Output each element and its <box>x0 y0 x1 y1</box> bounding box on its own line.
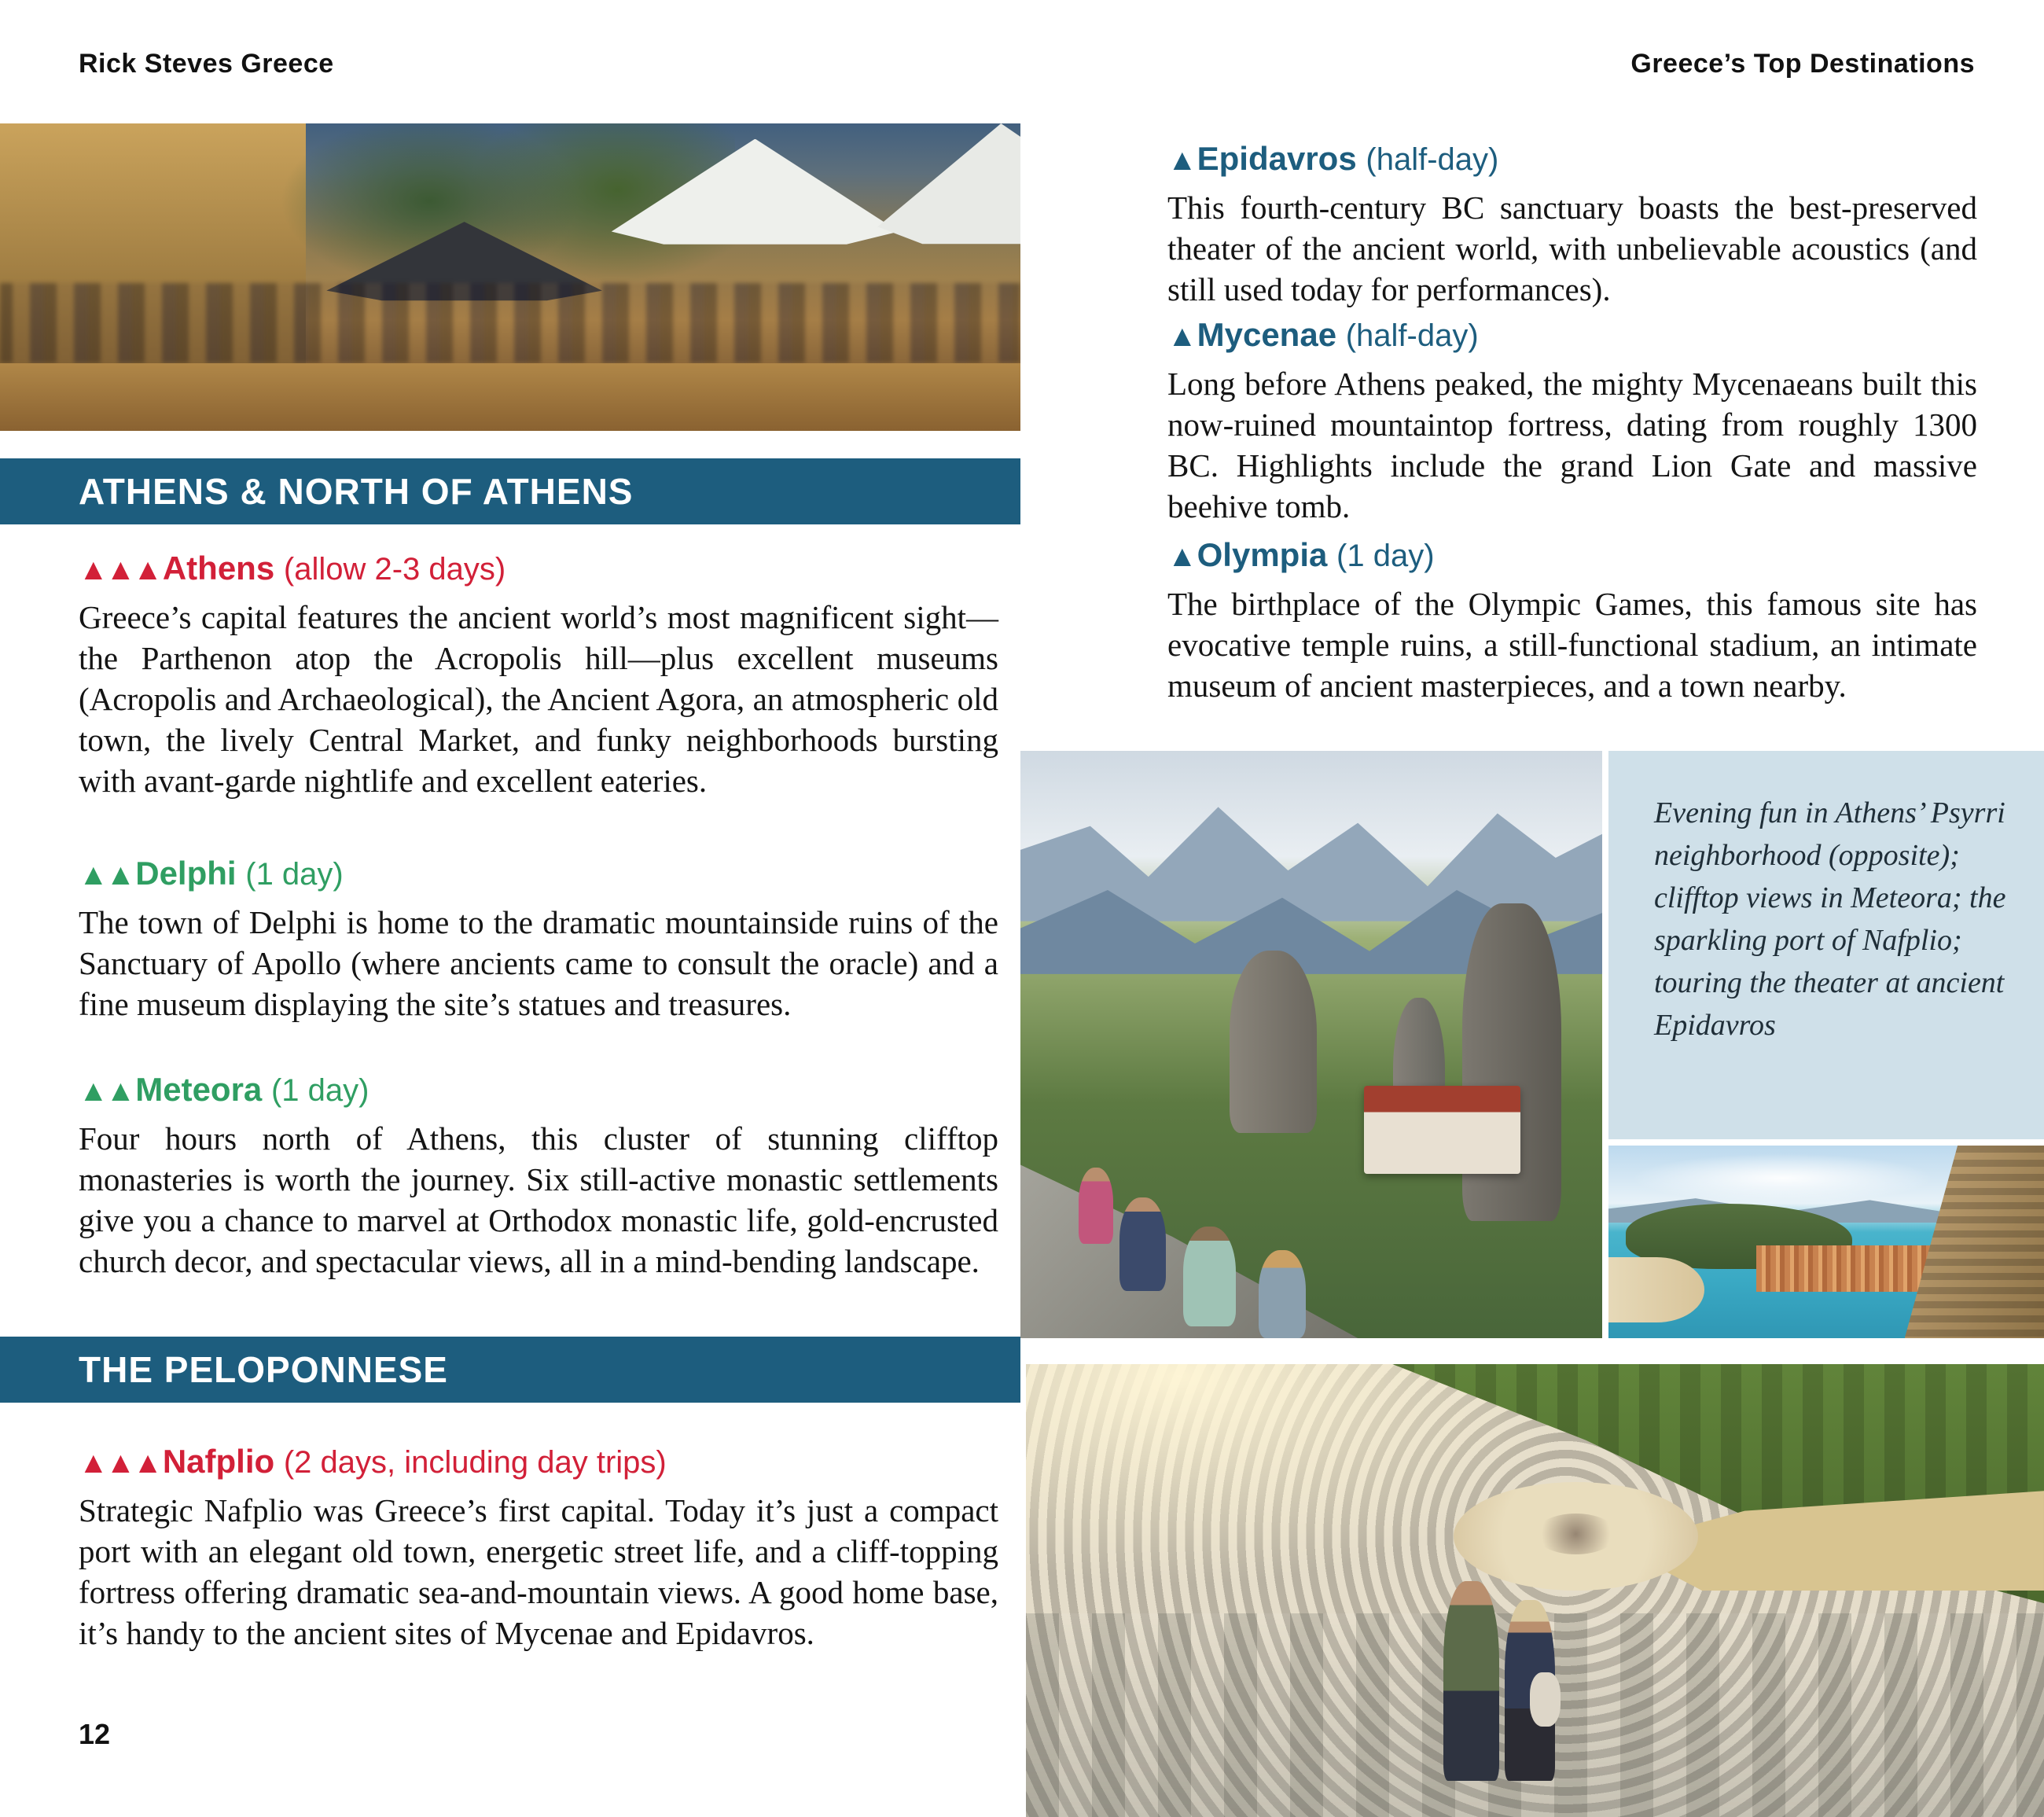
running-head-left: Rick Steves Greece <box>79 49 334 79</box>
photo-epidavros-theater <box>1026 1364 2044 1817</box>
entry-delphi-duration: (1 day) <box>245 857 344 892</box>
entry-epidavros-name: Epidavros <box>1197 140 1357 177</box>
entry-mycenae <box>1167 316 1977 527</box>
epidavros-visitor-group-shape <box>1535 1514 1617 1554</box>
entry-meteora-duration: (1 day) <box>270 1073 369 1108</box>
entry-athens-duration: (allow 2-3 days) <box>283 552 506 587</box>
page-number: 12 <box>79 1718 111 1750</box>
entry-meteora-description: Four hours north of Athens, this cluster of stunning clifftop monasteries is worth the journey. Six still-active monastic settlements give you a chance to marvel at Orthodox monastic life, gold-encrusted church decor, and spectacular views, all in a mind-bending landscape. <box>79 1120 998 1279</box>
entry-epidavros-duration: (half-day) <box>1366 142 1499 177</box>
entry-olympia-name: Olympia <box>1197 536 1328 573</box>
photo-caption-box <box>1608 751 2044 1139</box>
running-head-right: Greece’s Top Destinations <box>1630 49 1975 79</box>
nafplio-beach-shape <box>1608 1257 1704 1322</box>
entry-athens-name: Athens <box>162 550 275 587</box>
entry-mycenae-duration: (half-day) <box>1345 318 1479 353</box>
meteora-tourist-shape-2 <box>1119 1197 1166 1292</box>
rating-triangles: ▲▲ <box>79 859 134 892</box>
entry-epidavros-description: This fourth-century BC sanctuary boasts the best-preserved theater of the ancient world, with unbelievable acoustics (and still used today for performances). <box>1167 189 1977 307</box>
entry-epidavros <box>1167 140 1977 310</box>
entry-meteora-heading <box>79 1071 998 1110</box>
entry-meteora <box>79 1071 998 1282</box>
entry-nafplio-name: Nafplio <box>162 1443 275 1480</box>
rating-triangles: ▲▲▲ <box>79 554 160 587</box>
epidavros-man-shape <box>1443 1581 1499 1780</box>
entry-mycenae-name: Mycenae <box>1197 316 1337 353</box>
section-banner-peloponnese: THE PELOPONNESE <box>0 1337 1020 1403</box>
cafe-street-shape <box>0 363 1020 431</box>
epidavros-shoulder-bag-shape <box>1530 1672 1561 1727</box>
entry-athens <box>79 550 998 801</box>
rating-triangles: ▲ <box>1167 144 1195 177</box>
entry-mycenae-heading <box>1167 316 1977 355</box>
entry-delphi-heading <box>79 855 998 894</box>
section-banner-athens-north: ATHENS & NORTH OF ATHENS <box>0 458 1020 524</box>
photo-psyrri-cafe <box>0 123 1020 431</box>
entry-meteora-name: Meteora <box>135 1071 263 1108</box>
entry-olympia-heading <box>1167 536 1977 576</box>
entry-olympia-description: The birthplace of the Olympic Games, this famous site has evocative temple ruins, a still-functional stadium, an intimate museum of ancient masterpieces, and a town nearby. <box>1167 586 1977 704</box>
entry-athens-description: Greece’s capital features the ancient world’s most magnificent sight—the Parthenon atop the Acropolis hill—plus excellent museums (Acropolis and Archaeological), the Ancient Agora, an atmospheric old town, the lively Central Market, and funky neighborhoods bursting with avant-garde nightlife and excellent eateries. <box>79 599 998 799</box>
entry-delphi-name: Delphi <box>135 855 237 892</box>
entry-nafplio-heading <box>79 1443 998 1482</box>
entry-athens-heading <box>79 550 998 589</box>
cafe-crowd-shape <box>0 283 1020 363</box>
rating-triangles: ▲ <box>1167 320 1195 353</box>
photo-nafplio-port <box>1608 1146 2044 1338</box>
entry-olympia <box>1167 536 1977 706</box>
photo-meteora-view <box>1020 751 1602 1338</box>
entry-nafplio <box>79 1443 998 1653</box>
entry-delphi-description: The town of Delphi is home to the dramatic mountainside ruins of the Sanctuary of Apollo (where ancients came to consult the oracle) and a fine museum displaying the site’s statues and treasures. <box>79 904 998 1022</box>
meteora-rock-pillar-shape <box>1230 951 1317 1133</box>
meteora-monastery-shape <box>1364 1086 1521 1174</box>
meteora-tourist-shape-4 <box>1259 1250 1305 1338</box>
meteora-tourist-shape-3 <box>1183 1227 1236 1326</box>
rating-triangles: ▲▲▲ <box>79 1447 160 1480</box>
nafplio-clouds-shape <box>1630 1153 1936 1204</box>
rating-triangles: ▲ <box>1167 540 1195 573</box>
cafe-white-umbrella-shape-2 <box>877 123 1020 296</box>
entry-epidavros-heading <box>1167 140 1977 179</box>
entry-nafplio-description: Strategic Nafplio was Greece’s first capital. Today it’s just a compact port with an elegant old town, energetic street life, and a cliff-topping fortress offering dramatic sea-and-mountain views. A good home base, it’s handy to the ancient sites of Mycenae and Epidavros. <box>79 1492 998 1651</box>
entry-nafplio-duration: (2 days, including day trips) <box>283 1445 667 1480</box>
photo-caption-text: Evening fun in Athens’ Psyrri neighborhood (opposite); clifftop views in Meteora; the sparkling port of Nafplio; touring the theater at ancient Epidavros <box>1654 796 2006 1042</box>
meteora-tourist-shape <box>1079 1168 1113 1244</box>
entry-mycenae-description: Long before Athens peaked, the mighty Mycenaeans built this now-ruined mountaintop fortress, dating from roughly 1300 BC. Highlights include the grand Lion Gate and massive beehive tomb. <box>1167 366 1977 524</box>
entry-olympia-duration: (1 day) <box>1336 539 1435 573</box>
entry-delphi <box>79 855 998 1024</box>
rating-triangles: ▲▲ <box>79 1075 134 1108</box>
